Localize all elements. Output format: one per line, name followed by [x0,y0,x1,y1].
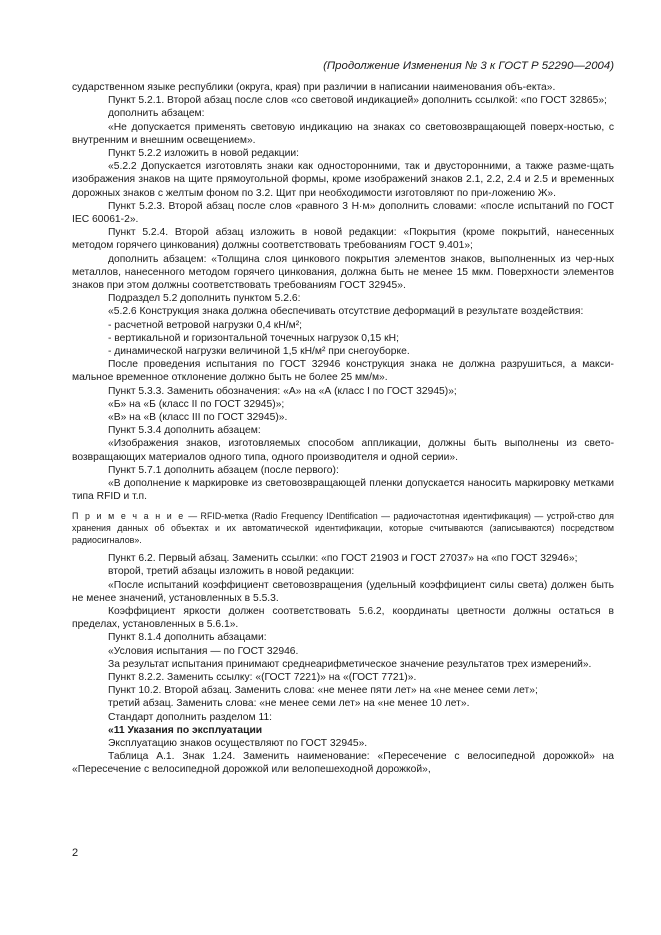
paragraph: «Б» на «Б (класс II по ГОСТ 32945)»; [108,398,285,410]
paragraph: - расчетной ветровой нагрузки 0,4 кН/м²; [108,319,302,331]
paragraph: Пункт 5.2.2 изложить в новой редакции: [108,148,300,160]
paragraph: дополнить абзацем: «Толщина слоя цинкового покрытия элементов знаков, выполненных из чер-ных металлов, нанесенного методом горячего цинкования, должна быть не менее 15 мкм. Поверхности элементов знаков при этом должны соответствовать требованиям ГОСТ 32945». [72,253,614,292]
amendment-paragraphs-part-2 [72,552,614,776]
paragraph: Пункт 5.2.4. Второй абзац изложить в новой редакции: «Покрытия (кроме покрытий, нанесенных методом горячего цинкования) должны соответствовать требованиям ГОСТ 9.401»; [72,227,614,252]
paragraph: Пункт 5.3.4 дополнить абзацем: [108,425,261,437]
paragraph: «Изображения знаков, изготовляемых способом аппликации, должны быть выполнены из свето-возвращающих материалов одного типа, одного производителя и одной серии». [72,438,614,463]
paragraph: «В» на «В (класс III по ГОСТ 32945)». [108,412,288,424]
paragraph: сударственном языке республики (округа, края) при различии в написании наименования объ-екта». [72,82,556,93]
paragraph: Стандарт дополнить разделом 11: [108,711,273,723]
paragraph: - динамической нагрузки величиной 1,5 кН/м² при снегоуборке. [108,346,410,358]
paragraph: Пункт 8.2.2. Заменить ссылку: «(ГОСТ 7221)» на «(ГОСТ 7721)». [108,671,417,683]
page-number: 2 [72,847,79,859]
paragraph: Пункт 5.3.3. Заменить обозначения: «А» на «А (класс I по ГОСТ 32945)»; [108,385,457,397]
paragraph: Пункт 5.7.1 дополнить абзацем (после первого): [108,464,339,476]
note-label: П р и м е ч а н и е [72,510,185,521]
note-paragraph [72,510,614,547]
paragraph: Коэффициент яркости должен соответствовать 5.6.2, координаты цветности должны остаться в пределах, установленных в 5.6.1». [72,605,614,631]
paragraph: Пункт 10.2. Второй абзац. Заменить слова: «не менее пяти лет» на «не менее семи лет»; [108,685,538,697]
paragraph: «5.2.2 Допускается изготовлять знаки как односторонними, так и двусторонними, а также разме-щать изображения знаков на щите прямоугольной формы, кроме изображений знаков 2.1, 2.2, 2.4 и 2.5 и временных дорожных знаков с желтым фоном по 3.2. Щит при необходимости изготовляют по при-ложению Ж». [72,161,614,199]
paragraph: «11 Указания по эксплуатации [108,724,263,736]
paragraph: «Условия испытания — по ГОСТ 32946. [108,645,299,657]
paragraph: Пункт 6.2. Первый абзац. Заменить ссылки: «по ГОСТ 21903 и ГОСТ 27037» на «по ГОСТ 32946»; [108,553,578,565]
paragraph: «После испытаний коэффициент световозвращения (удельный коэффициент силы света) должен быть не менее значений, установленных в 5.5.3. [72,579,614,604]
paragraph: Пункт 5.2.1. Второй абзац после слов «со световой индикацией» дополнить ссылкой: «по ГОСТ 32865»; [108,95,607,107]
note-text: — RFID-метка (Radio Frequency IDentification — радиочастотная идентификация) — устрой-ство для хранения данных об объектах и их автоматической идентификации, которые считываются (записываются) посредством радиосигналов». [72,510,614,545]
paragraph: Подраздел 5.2 дополнить пунктом 5.2.6: [108,293,301,305]
paragraph: «5.2.6 Конструкция знака должна обеспечивать отсутствие деформаций в результате воздействия: [108,306,584,318]
paragraph: - вертикальной и горизонтальной точечных нагрузок 0,15 кН; [108,332,399,344]
paragraph: Пункт 5.2.3. Второй абзац после слов «равного 3 Н·м» дополнить словами: «после испытаний по ГОСТ IEC 60061-2». [72,200,614,226]
paragraph: «В дополнение к маркировке из световозвращающей пленки допускается наносить маркировку метками типа RFID и т.п. [72,478,614,503]
amendment-paragraphs-part-1 [72,81,614,504]
paragraph: «Не допускается применять световую индикацию на знаках со световозвращающей поверх-ностью, с внутренним и внешним освещением». [72,121,614,146]
paragraph: После проведения испытания по ГОСТ 32946 конструкция знака не должна разрушиться, а макси-мальное временное отклонение должно быть не более 25 мм/м». [72,359,614,384]
document-body [72,81,614,777]
paragraph: третий абзац. Заменить слова: «не менее семи лет» на «не менее 10 лет». [108,698,470,710]
paragraph: Эксплуатацию знаков осуществляют по ГОСТ 32945». [108,737,368,749]
paragraph: Таблица А.1. Знак 1.24. Заменить наименование: «Пересечение с велосипедной дорожкой» на «Пересечение с велосипедной дорожкой или велопешеходной дорожкой», [72,751,614,776]
paragraph: второй, третий абзацы изложить в новой редакции: [108,566,355,578]
paragraph: дополнить абзацем: [108,108,205,120]
paragraph: За результат испытания принимают среднеарифметическое значение результатов трех измерений». [108,658,592,670]
paragraph: Пункт 8.1.4 дополнить абзацами: [108,632,267,644]
running-header: (Продолжение Изменения № 3 к ГОСТ Р 52290—2004) [323,60,614,72]
